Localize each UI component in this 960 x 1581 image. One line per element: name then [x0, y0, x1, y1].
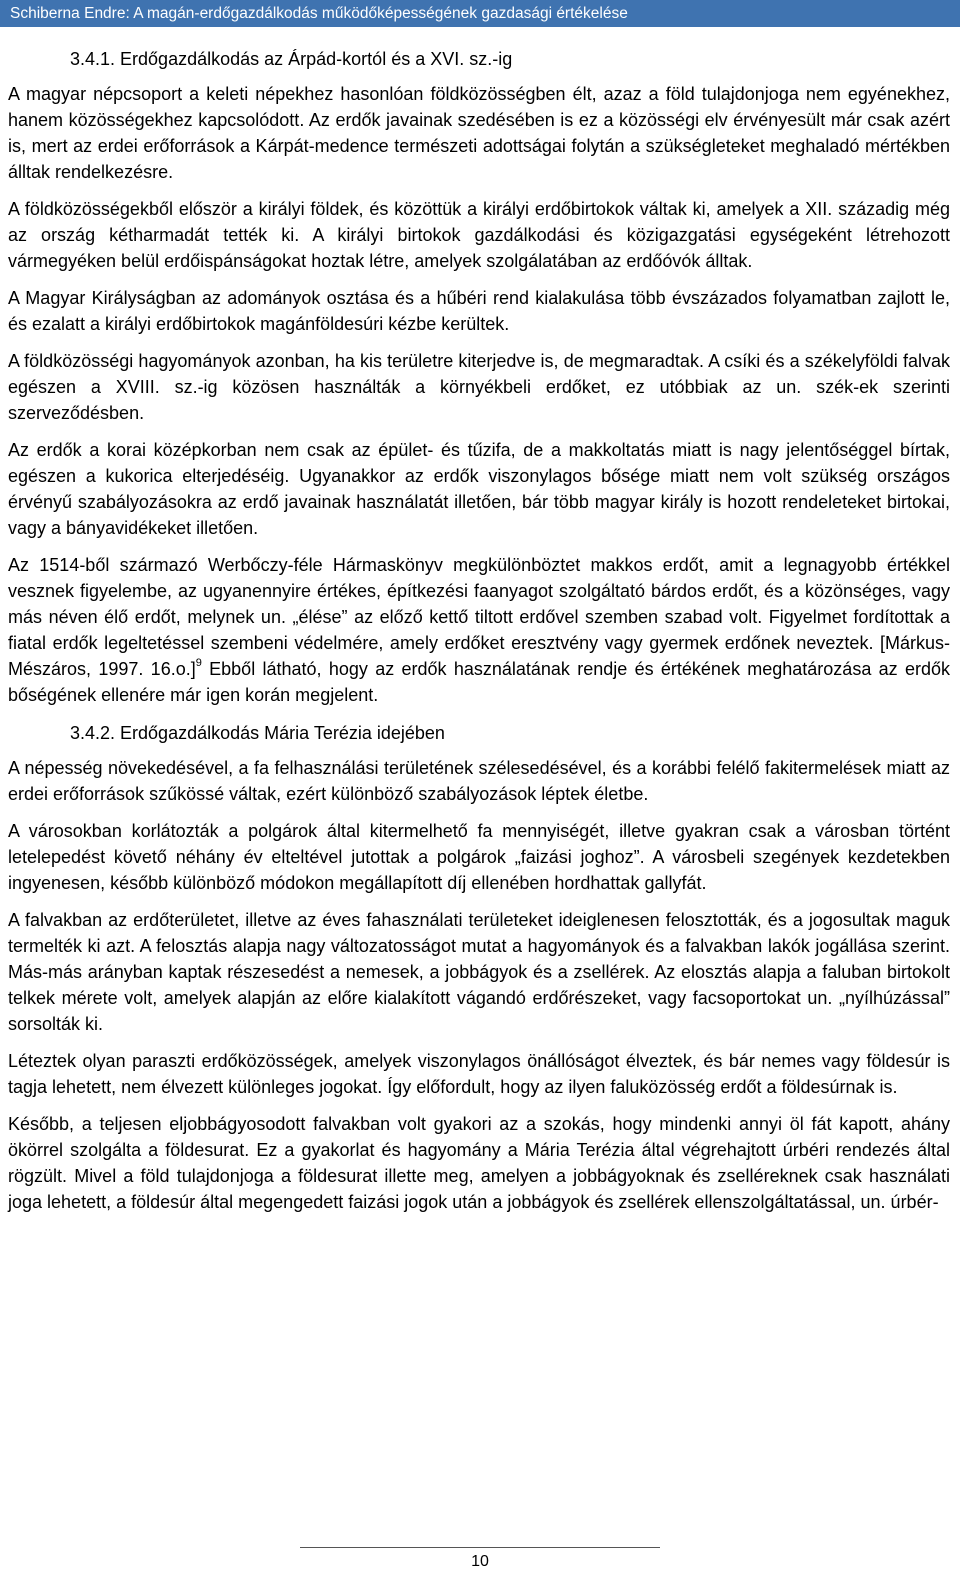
paragraph: A falvakban az erdőterületet, illetve az éves fahasználati területeket ideiglenesen felosztották, és a jogosultak maguk termelték ki azt. A felosztás alapja nagy változatosságot mutat a hagyományok és a falvakban lakók jogállása szerint. Más-más arányban kaptak részesedést a nemesek, a jobbágyok és a zsellérek. Az elosztás alapja a faluban birtokolt telkek mérete volt, amelyek alapján az előre kialakított vágandó erdőrészeket, vagy facsoportokat un. „nyílhúzással” sorsolták ki. [8, 910, 950, 1034]
document-title: Schiberna Endre: A magán-erdőgazdálkodás működőképességének gazdasági értékelése [10, 5, 628, 22]
paragraph-with-footnote [8, 552, 950, 708]
paragraph: A népesség növekedésével, a fa felhasználási területének szélesedésével, és a korábbi felélő fakitermelések miatt az erdei erőforrások szűkössé váltak, ezért különböző szabályozások léptek életbe. [8, 758, 950, 804]
page-number: 10 [471, 1553, 489, 1570]
paragraph-text-continued: Ebből látható, hogy az erdők használatának rendje és értékének meghatározása az erdők bőségének ellenére már igen korán megjelent. [8, 659, 950, 705]
paragraph-text: Az 1514-ből származó Werbőczy-féle Hármaskönyv megkülönböztet makkos erdőt, amit a legnagyobb értékkel vesznek figyelembe, az ugyanennyire értékes, építkezési faanyagot szolgáltató bárdos erdőt, és a közönséges, vagy más néven élő erdőt, melynek un. „élése” az előző kettő tiltott erdővel szemben szabad volt. Figyelmet fordítottak a fiatal erdők legeltetéssel szembeni védelmére, amely erdőket eresztvény vagy gyermek erdőnek neveztek. [Márkus-Mészáros, 1997. 16.o.] [8, 555, 950, 679]
paragraph: A Magyar Királyságban az adományok osztása és a hűbéri rend kialakulása több évszázados folyamatban zajlott le, és ezalatt a királyi erdőbirtokok magánföldesúri kézbe kerültek. [8, 288, 950, 334]
paragraph: A magyar népcsoport a keleti népekhez hasonlóan földközösségben élt, azaz a föld tulajdonjoga nem egyénekhez, hanem közösségekhez kapcsolódott. Az erdők javainak szedésében is ez a közösségi elv érvényesült már csak azért is, mert az erdei erőforrások a Kárpát-medence természeti adottságai folytán a szükségleteket meghaladó mértékben álltak rendelkezésre. [8, 84, 950, 182]
section-heading-2: 3.4.2. Erdőgazdálkodás Mária Terézia idejében [70, 723, 445, 743]
footer-divider [300, 1547, 660, 1548]
paragraph: A földközösségi hagyományok azonban, ha kis területre kiterjedve is, de megmaradtak. A csíki és a székelyföldi falvak egészen a XVIII. sz.-ig közösen használták a környékbeli erdőket, ez utóbbiak az un. szék-ek szerinti szerveződésben. [8, 351, 950, 423]
footnote-reference[interactable]: 9 [195, 657, 202, 669]
paragraph: Léteztek olyan paraszti erdőközösségek, amelyek viszonylagos önállóságot élveztek, és bár nemes vagy földesúr is tagja lehetett, nem élvezett különleges jogokat. Így előfordult, hogy az ilyen faluközösség erdőt a földesúrnak is. [8, 1051, 950, 1097]
section-heading-1: 3.4.1. Erdőgazdálkodás az Árpád-kortól és a XVI. sz.-ig [70, 49, 513, 69]
paragraph: Az erdők a korai középkorban nem csak az épület- és tűzifa, de a makkoltatás miatt is nagy jelentőséggel bírtak, egészen a kukorica elterjedéséig. Ugyanakkor az erdők viszonylagos bősége miatt nem volt szükség országos érvényű szabályozásokra az erdő javainak használatát illetően, bár több magyar király is hozott rendeleteket birtokai, vagy a bányavidékeket illetően. [8, 440, 950, 538]
running-header [0, 0, 960, 27]
page-content [8, 46, 950, 1226]
paragraph: A városokban korlátozták a polgárok által kitermelhető fa mennyiségét, illetve gyakran csak a városban történt letelepedést követő néhány év elteltével jutottak a polgárok „faizási joghoz”. A városbeli szegények kezdetekben ingyenesen, később különböző módokon megállapított díj ellenében hordhattak gallyfát. [8, 821, 950, 893]
paragraph: A földközösségekből először a királyi földek, és közöttük a királyi erdőbirtokok váltak ki, amelyek a XII. századig még az ország kétharmadát tették ki. A királyi birtokok gazdálkodási és közigazgatási egységeként létrehozott vármegyéken belül erdőispánságokat hoztak létre, amelyek szolgálatában az erdőóvók álltak. [8, 199, 950, 271]
paragraph: Később, a teljesen eljobbágyosodott falvakban volt gyakori az a szokás, hogy mindenki annyi öl fát kapott, ahány ökörrel szolgálta a földesurat. Ez a gyakorlat és hagyomány a Mária Terézia által végrehajtott úrbéri rendezés által rögzült. Mivel a föld tulajdonjoga a földesurat illette meg, amelyen a jobbágyoknak és zselléreknek csak használati joga lehetett, a földesúr által megengedett faizási jogok után a jobbágyok és zsellérek ellenszolgáltatással, un. úrbér- [8, 1114, 950, 1212]
